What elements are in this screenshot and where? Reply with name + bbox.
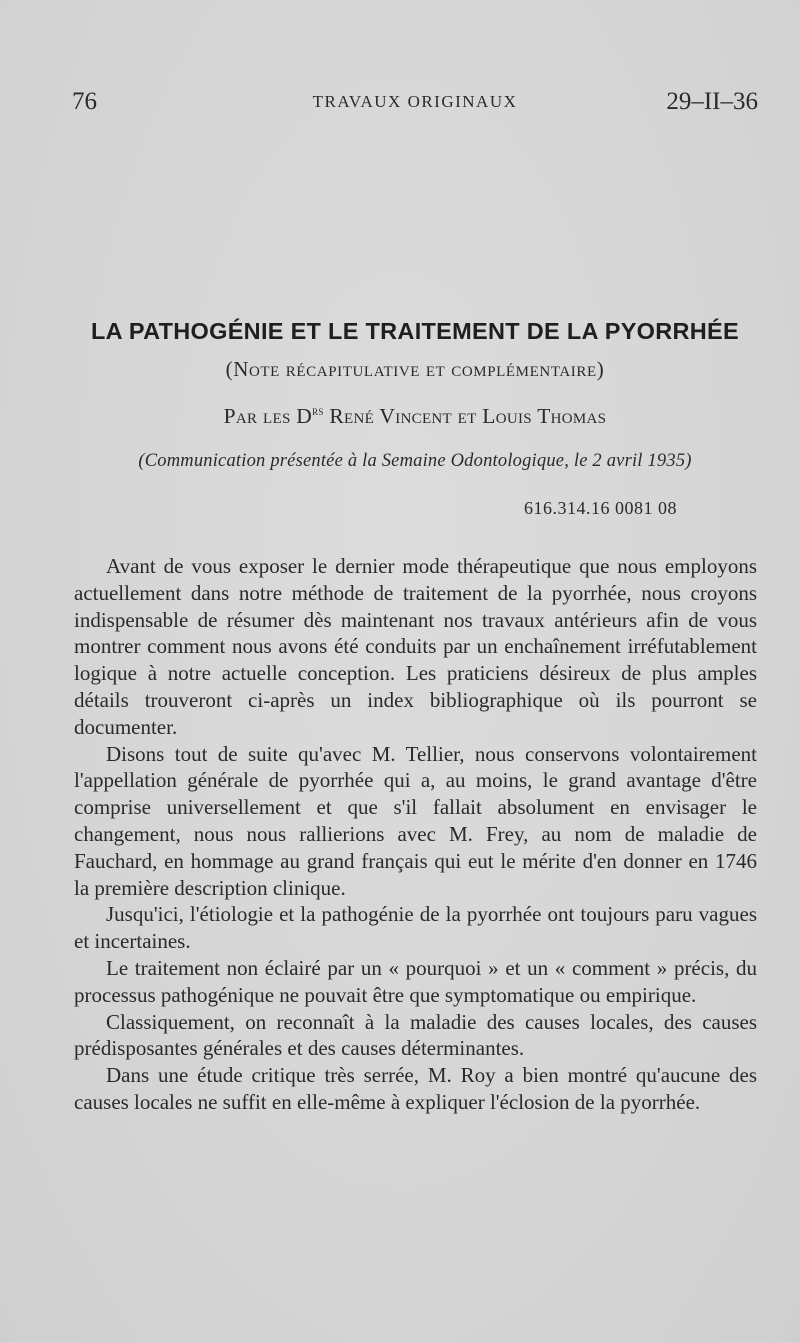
paragraph: Disons tout de suite qu'avec M. Tellier, nous conservons volontairement l'appellation générale de pyorrhée qui a, au moins, le grand avantage d'être comprise universellement et que s'il fallait absolument en envisager le changement, nous nous rallierions avec M. Frey, au nom de maladie de Fauchard, en hommage au grand français qui eut le mérite d'en donner en 1746 la première description clinique. — [74, 741, 757, 900]
authors-prefix-superscript: rs — [312, 403, 324, 418]
classification-code: 616.314.16 0081 08 — [524, 498, 677, 518]
article-authors — [60, 403, 770, 429]
article-body — [74, 553, 757, 1116]
article-subtitle: (Note récapitulative et complémentaire) — [225, 357, 605, 381]
issue-date: 29–II–36 — [666, 88, 758, 115]
paragraph: Jusqu'ici, l'étiologie et la pathogénie de la pyorrhée ont toujours paru vagues et incertaines. — [74, 902, 757, 954]
paragraph: Dans une étude critique très serrée, M. Roy a bien montré qu'aucune des causes locales ne suffit en elle-même à expliquer l'éclosion de la pyorrhée. — [74, 1063, 757, 1114]
running-header — [72, 88, 758, 122]
authors-names: René Vincent et Louis Thomas — [323, 404, 607, 428]
paragraph: Avant de vous exposer le dernier mode thérapeutique que nous employons actuellement dans notre méthode de traitement de la pyorrhée, nous croyons indispensable de résumer dès maintenant nos travaux antérieurs afin de vous montrer comment nous avons été conduits par un enchaînement irréfutablement logique à notre actuelle conception. Les praticiens désireux de plus amples détails trouveront ci-après un index bibliographique où ils pourront se documenter. — [74, 554, 757, 739]
article-title: LA PATHOGÉNIE ET LE TRAITEMENT DE LA PYORRHÉE — [90, 318, 740, 344]
paragraph: Le traitement non éclairé par un « pourquoi » et un « comment » précis, du processus pathogénique ne pouvait être que symptomatique ou empirique. — [74, 955, 757, 1007]
page-number: 76 — [72, 88, 97, 115]
authors-prefix: Par les D — [223, 404, 313, 428]
running-title: TRAVAUX ORIGINAUX — [312, 92, 518, 111]
paragraph: Classiquement, on reconnaît à la maladie des causes locales, des causes prédisposantes générales et des causes déterminantes. — [74, 1009, 757, 1061]
communication-note: (Communication présentée à la Semaine Odontologique, le 2 avril 1935) — [138, 451, 692, 471]
